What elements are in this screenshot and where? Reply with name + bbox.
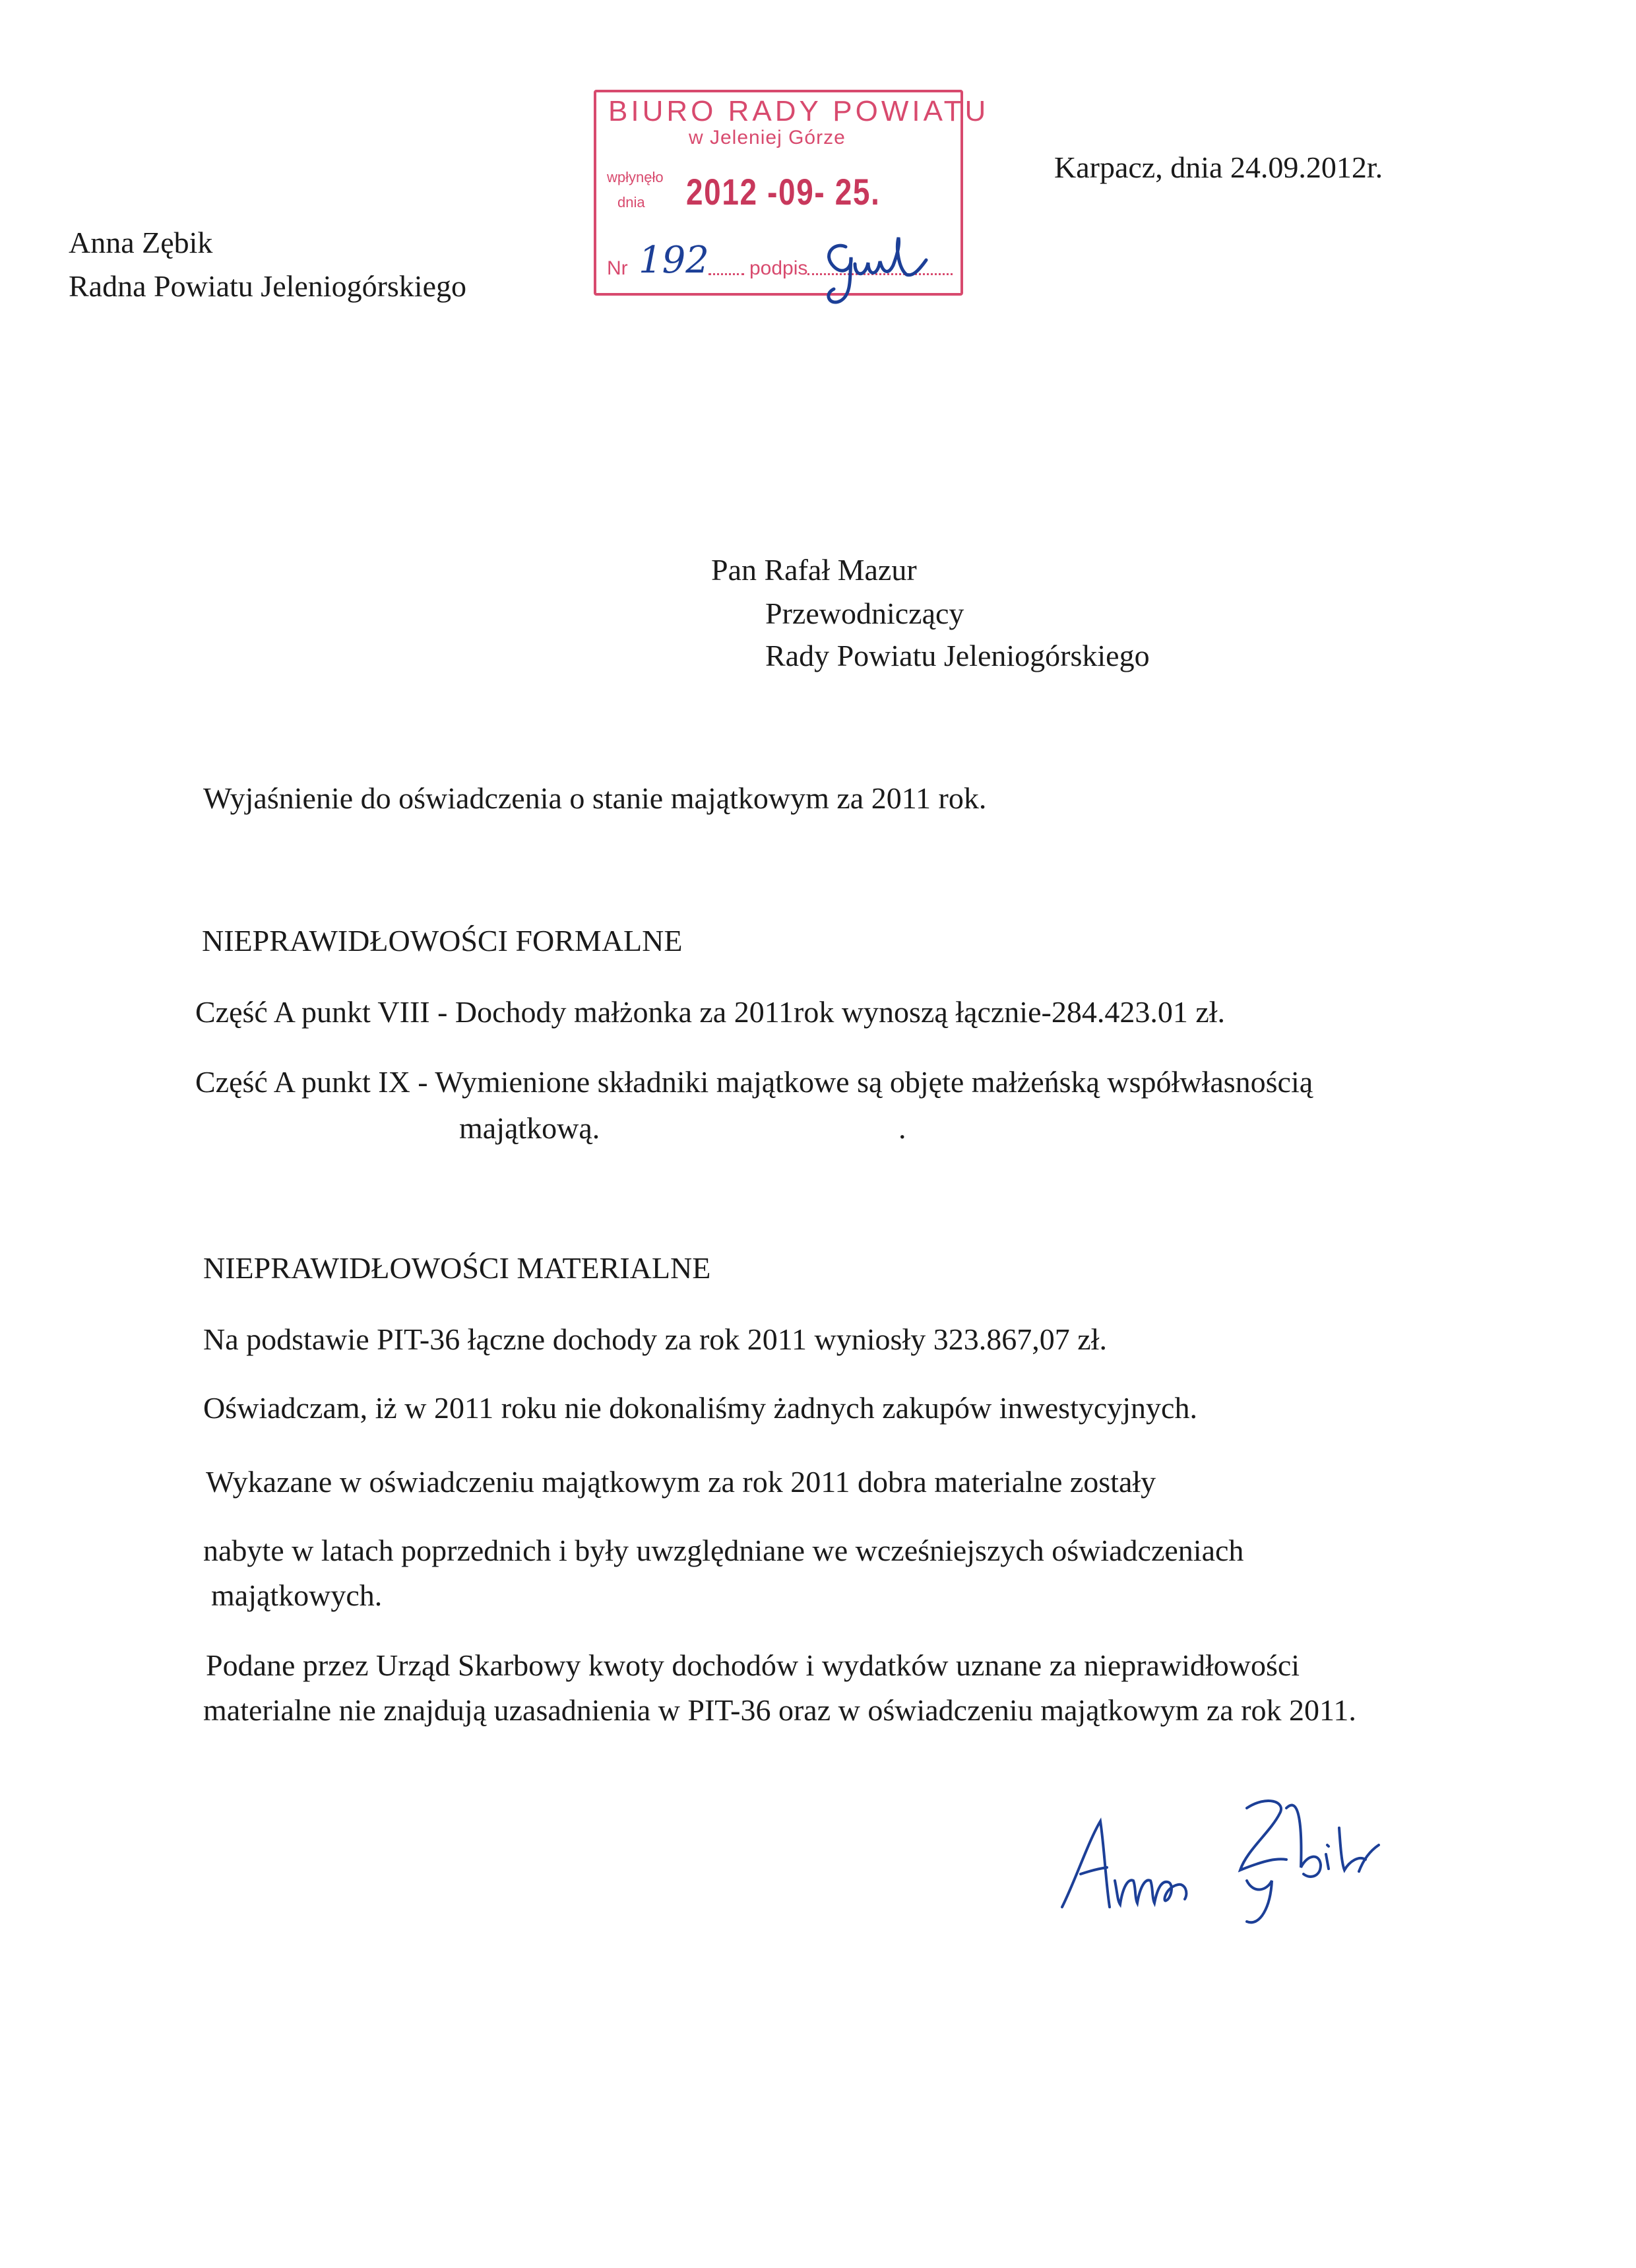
stamp-dotted-line bbox=[708, 273, 744, 275]
recipient-title: Przewodniczący bbox=[765, 597, 964, 630]
recipient-body: Rady Powiatu Jeleniogórskiego bbox=[765, 639, 1150, 672]
material-paragraph-1: Na podstawie PIT-36 łączne dochody za rok 2011 wyniosły 323.867,07 zł. bbox=[203, 1322, 1107, 1356]
author-role: Radna Powiatu Jeleniogórskiego bbox=[69, 269, 467, 303]
stamp-received-label: wpłynęło bbox=[607, 169, 664, 185]
recipient-name: Pan Rafał Mazur bbox=[711, 553, 917, 587]
stamp-signature-label: podpis bbox=[749, 257, 808, 279]
author-name: Anna Zębik bbox=[69, 226, 213, 259]
material-paragraph-4-line1: nabyte w latach poprzednich i były uwzględniane we wcześniejszych oświadczeniach bbox=[203, 1534, 1244, 1567]
formal-item-viii: Część A punkt VIII - Dochody małżonka za 2011rok wynoszą łącznie-284.423.01 zł. bbox=[195, 995, 1226, 1029]
formal-heading: NIEPRAWIDŁOWOŚCI FORMALNE bbox=[202, 924, 683, 957]
stray-dot: . bbox=[898, 1111, 906, 1145]
stamp-day-label: dnia bbox=[617, 194, 645, 211]
handwritten-signature bbox=[1049, 1782, 1392, 1927]
formal-item-ix-line2: majątkową. bbox=[459, 1111, 600, 1145]
material-heading: NIEPRAWIDŁOWOŚCI MATERIALNE bbox=[203, 1251, 711, 1285]
place-date: Karpacz, dnia 24.09.2012r. bbox=[1054, 150, 1383, 184]
material-paragraph-5-line1: Podane przez Urząd Skarbowy kwoty dochodów i wydatków uznane za nieprawidłowości bbox=[206, 1648, 1300, 1682]
material-paragraph-5-line2: materialne nie znajdują uzasadnienia w PIT-36 oraz w oświadczeniu majątkowym za rok 2011. bbox=[203, 1693, 1356, 1727]
stamp-date: 2012 -09- 25. bbox=[686, 171, 881, 212]
formal-item-ix-line1: Część A punkt IX - Wymienione składniki majątkowe są objęte małżeńską współwłasnością bbox=[195, 1065, 1313, 1099]
stamp-title: BIURO RADY POWIATU bbox=[608, 95, 990, 127]
registry-stamp bbox=[594, 90, 990, 296]
subject-line: Wyjaśnienie do oświadczenia o stanie majątkowym za 2011 rok. bbox=[203, 781, 987, 815]
material-paragraph-4-line2: majątkowych. bbox=[211, 1578, 383, 1612]
stamp-nr-value: 192 bbox=[639, 239, 709, 282]
stamp-nr-label: Nr bbox=[607, 257, 628, 279]
stamp-subtitle: w Jeleniej Górze bbox=[689, 127, 846, 148]
stamp-initials-signature bbox=[814, 228, 946, 308]
material-paragraph-3: Wykazane w oświadczeniu majątkowym za rok 2011 dobra materialne zostały bbox=[206, 1465, 1156, 1499]
material-paragraph-2: Oświadczam, iż w 2011 roku nie dokonaliśmy żadnych zakupów inwestycyjnych. bbox=[203, 1391, 1197, 1425]
